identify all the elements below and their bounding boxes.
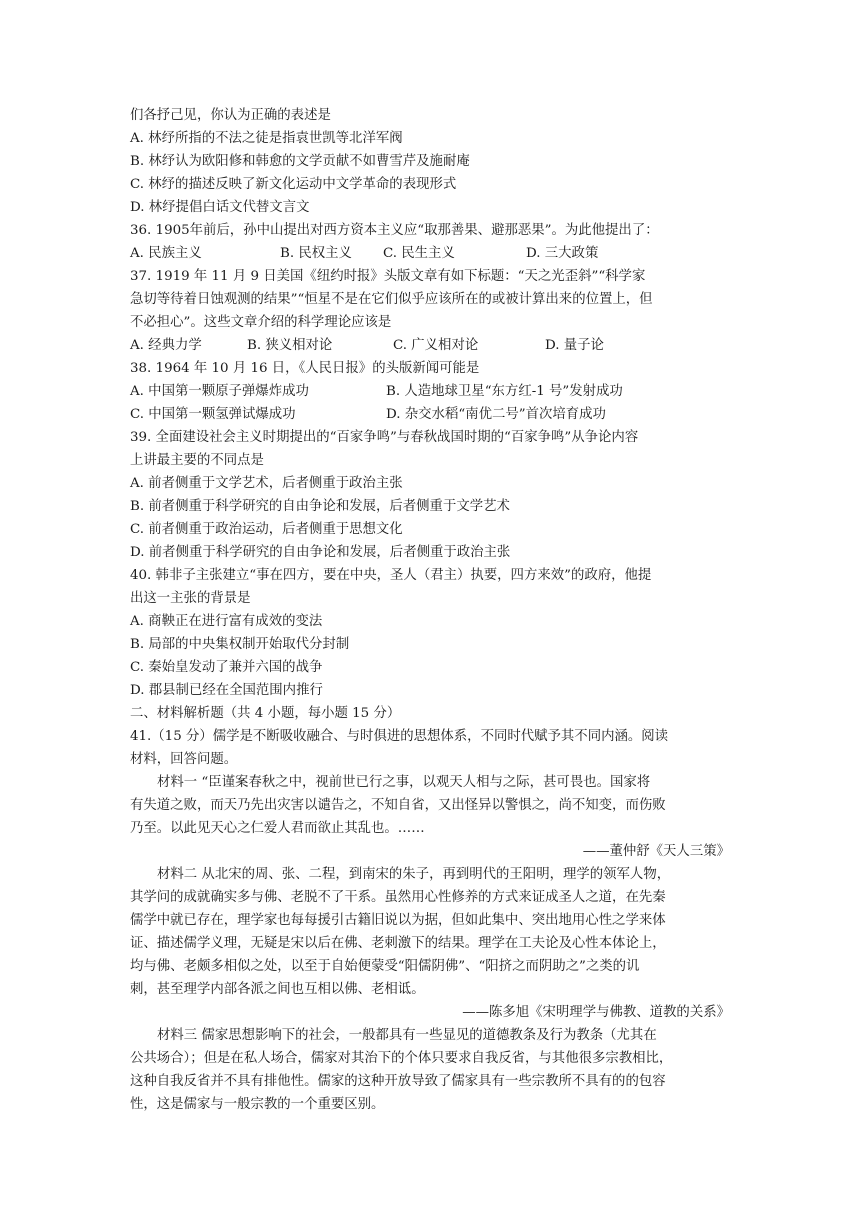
material-2-line-5: 均与佛、老颇多相似之处，以至于自始便蒙受“阳儒阴佛”、“阳挤之而阴助之”之类的讥 [130, 959, 640, 974]
question-36-stem: 36. 1905年前后，孙中山提出对西方资本主义应“取那善果、避那恶果”。为此他提出了： [130, 223, 659, 238]
question-40-option-b: B. 局部的中央集权制开始取代分封制 [130, 637, 350, 652]
question-40-stem-line-2: 出这一主张的背景是 [130, 591, 251, 606]
question-41-stem-line-1: 41.（15 分）儒学是不断吸收融合、与时俱进的思想体系，不同时代赋予其不同内涵。阅读 [130, 729, 669, 744]
question-38-option-b: B. 人造地球卫星“东方红-1 号”发射成功 [386, 384, 623, 399]
material-3-line-1: 材料三 儒家思想影响下的社会，一般都具有一些显见的道德教条及行为教条（尤其在 [157, 1028, 657, 1043]
question-40-option-a: A. 商鞅正在进行富有成效的变法 [130, 614, 323, 629]
question-38-option-a: A. 中国第一颗原子弹爆炸成功 [130, 384, 309, 399]
question-37-option-d: D. 量子论 [545, 338, 604, 353]
material-2-line-3: 儒学中就已存在，理学家也每每援引古籍旧说以为据，但如此集中、突出地用心性之学来体 [130, 913, 666, 928]
question-35-option-b: B. 林纾认为欧阳修和韩愈的文学贡献不如曹雪芹及施耐庵 [130, 154, 470, 169]
question-38-options-row-2 [130, 403, 730, 426]
question-36-option-a: A. 民族主义 [130, 246, 202, 261]
material-2-line-1: 材料二 从北宋的周、张、二程，到南宋的朱子，再到明代的王阳明，理学的领军人物， [157, 867, 671, 882]
question-37-option-a: A. 经典力学 [130, 338, 202, 353]
question-37-option-c: C. 广义相对论 [393, 338, 479, 353]
question-41-stem-line-2: 材料，回答问题。 [130, 752, 238, 767]
question-39-option-a: A. 前者侧重于文学艺术，后者侧重于政治主张 [130, 476, 403, 491]
question-36-options [130, 242, 730, 265]
question-39-option-c: C. 前者侧重于政治运动，后者侧重于思想文化 [130, 522, 403, 537]
question-37-stem-line-2: 急切等待着日蚀观测的结果”“恒星不是在它们似乎应该所在的或被计算出来的位置上，但 [130, 292, 653, 307]
question-36-option-d: D. 三大政策 [526, 246, 599, 261]
question-37-options [130, 334, 730, 357]
material-3-line-2: 公共场合）；但是在私人场合，儒家对其治下的个体只要求自我反省，与其他很多宗教相比， [130, 1051, 673, 1066]
question-35-option-c: C. 林纾的描述反映了新文化运动中文学革命的表现形式 [130, 177, 457, 192]
section-2-heading: 二、材料解析题（共 4 小题，每小题 15 分） [130, 706, 401, 721]
material-2-line-4: 证、描述儒学义理，无疑是宋以后在佛、老刺激下的结果。理学在工夫论及心性本体论上， [130, 936, 666, 951]
question-36-option-c: C. 民生主义 [383, 246, 455, 261]
question-39-option-b: B. 前者侧重于科学研究的自由争论和发展，后者侧重于文学艺术 [130, 499, 510, 514]
question-40-option-d: D. 郡县制已经在全国范围内推行 [130, 683, 323, 698]
question-39-option-d: D. 前者侧重于科学研究的自由争论和发展，后者侧重于政治主张 [130, 545, 511, 560]
question-37-option-b: B. 狭义相对论 [247, 338, 333, 353]
question-37-stem-line-3: 不必担心”。这些文章介绍的科学理论应该是 [130, 315, 392, 330]
material-1-line-2: 有失道之败，而天乃先出灾害以谴告之，不知自省，又出怪异以警惧之，尚不知变，而伤败 [130, 798, 666, 813]
question-35-option-a: A. 林纾所指的不法之徒是指袁世凯等北洋军阀 [130, 131, 403, 146]
question-35-option-d: D. 林纾提倡白话文代替文言文 [130, 200, 310, 215]
question-38-stem: 38. 1964 年 10 月 16 日，《人民日报》的头版新闻可能是 [130, 361, 480, 376]
material-1-line-3: 乃至。以此见天心之仁爱人君而欲止其乱也。…… [130, 821, 425, 836]
material-2-line-6: 刺，甚至理学内部各派之间也互相以佛、老相诋。 [130, 982, 425, 997]
material-1-line-1: 材料一 “臣谨案春秋之中，视前世已行之事，以观天人相与之际，甚可畏也。国家将 [157, 775, 651, 790]
question-40-stem-line-1: 40. 韩非子主张建立“事在四方，要在中央，圣人（君主）执要，四方来效”的政府，他提 [130, 568, 652, 583]
exam-page [130, 104, 730, 1116]
question-37-stem-line-1: 37. 1919 年 11 月 9 日美国《纽约时报》头版文章有如下标题：“天之光歪斜”“科学家 [130, 269, 646, 284]
question-35-stem-end: 们各抒己见，你认为正确的表述是 [130, 108, 331, 123]
question-38-options-row-1 [130, 380, 730, 403]
material-2-source: ——陈多旭《宋明理学与佛教、道教的关系》 [462, 1005, 730, 1020]
material-1-source: ——董仲舒《天人三策》 [582, 844, 730, 859]
question-39-stem-line-1: 39. 全面建设社会主义时期提出的“百家争鸣”与春秋战国时期的“百家争鸣”从争论内容 [130, 430, 639, 445]
question-38-option-d: D. 杂交水稻“南优二号”首次培育成功 [386, 407, 606, 422]
material-2-line-2: 其学问的成就确实多与佛、老脱不了干系。虽然用心性修养的方式来证成圣人之道，在先秦 [130, 890, 666, 905]
material-3-line-4: 性，这是儒家与一般宗教的一个重要区别。 [130, 1097, 385, 1112]
question-36-option-b: B. 民权主义 [280, 246, 352, 261]
material-3-line-3: 这种自我反省并不具有排他性。儒家的这种开放导致了儒家具有一些宗教所不具有的的包容 [130, 1074, 666, 1089]
question-39-stem-line-2: 上讲最主要的不同点是 [130, 453, 264, 468]
question-40-option-c: C. 秦始皇发动了兼并六国的战争 [130, 660, 323, 675]
question-38-option-c: C. 中国第一颗氢弹试爆成功 [130, 407, 296, 422]
